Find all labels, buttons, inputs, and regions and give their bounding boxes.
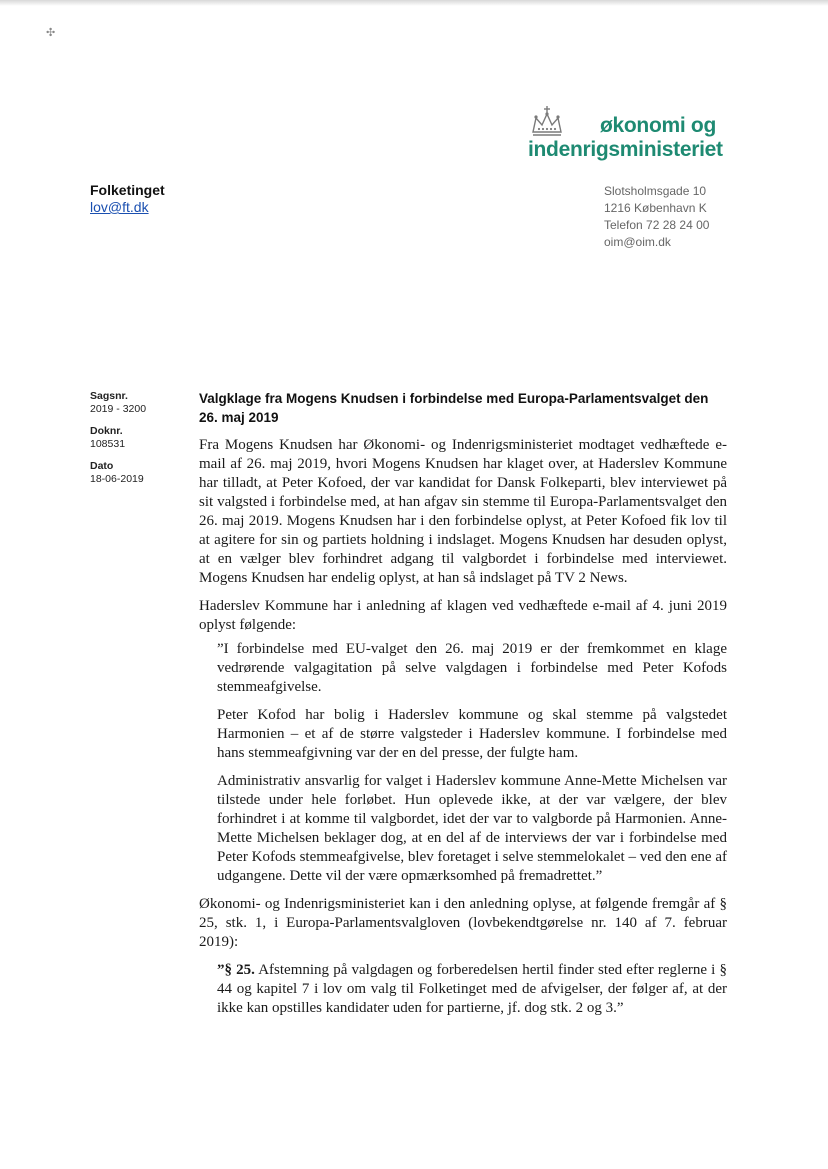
scan-mark: ✣ — [46, 26, 56, 39]
address-email: oim@oim.dk — [604, 235, 671, 249]
address-city: 1216 København K — [604, 201, 707, 215]
recipient-name: Folketinget — [90, 182, 165, 198]
recipient-email-link[interactable]: lov@ft.dk — [90, 199, 149, 215]
quote-paragraph-law — [217, 961, 727, 1018]
quote-paragraph: Peter Kofod har bolig i Haderslev kommune og skal stemme på valgstedet Harmonien – et af de større valgsteder i Haderslev kommune. I forbindelse med hans stemmeafgivning var der en del presse, der fulgte ham. — [217, 707, 727, 761]
case-metadata — [90, 390, 180, 495]
quote-paragraph: ”I forbindelse med EU-valget den 26. maj 2019 er der fremkommet en klage vedrørende valgagitation på selve valgdagen i forbindelse med Peter Kofods stemmeafgivelse. — [217, 641, 727, 695]
letter-subject: Valgklage fra Mogens Knudsen i forbindelse med Europa-Parlamentsvalget den 26. maj 2019 — [199, 391, 709, 425]
paragraph: Økonomi- og Indenrigsministeriet kan i den anledning oplyse, at følgende fremgår af § 25, stk. 1, i Europa-Parlamentsvalgloven (lovbekendtgørelse nr. 140 af 7. februar 2019): — [199, 896, 727, 950]
quote-paragraph: Administrativ ansvarlig for valget i Haderslev kommune Anne-Mette Michelsen var tilstede under hele forløbet. Hun oplevede ikke, at der var vælgere, der blev forhindret i at komme til valgbordet, idet der var to valgborde på Harmonien. Anne-Mette Michelsen beklager dog, at en del af de interviews der var i forbindelse med Peter Kofods stemmeafgivelse, blev foretaget i selve stemmelokalet – ved den ene af udgangene. Dette vil der være opmærksomhed på fremadrettet.” — [217, 773, 727, 884]
letter-body — [199, 436, 727, 1027]
scan-edge — [0, 0, 828, 6]
law-section-text: Afstemning på valgdagen og forberedelsen hertil finder sted efter reglerne i § 44 og kapitel 7 i lov om valg til Folketinget med de afvigelser, der følger af, at der ikke kan opstilles kandidater uden for partierne, jf. dog stk. 2 og 3.” — [217, 962, 728, 1016]
crown-icon — [528, 104, 566, 138]
sagsnr-label: Sagsnr. — [90, 390, 128, 402]
doknr-label: Doknr. — [90, 425, 123, 437]
logo-text-line1: økonomi og — [600, 114, 716, 137]
law-section-ref: ”§ 25. — [217, 962, 255, 978]
sagsnr-value: 2019 - 3200 — [90, 403, 147, 415]
logo-text-line2: indenrigsministeriet — [528, 138, 723, 161]
paragraph: Fra Mogens Knudsen har Økonomi- og Indenrigsministeriet modtaget vedhæftede e-mail af 26. maj 2019, hvori Mogens Knudsen har klaget over, at Haderslev Kommune har tilladt, at Peter Kofoed, der var kandidat for Dansk Folkeparti, blev interviewet på sit valgsted i forbindelse med, at han afgav sin stemme til Europa-Parlamentsvalget den 26. maj 2019. Mogens Knudsen har i den forbindelse oplyst, at Peter Kofoed fik lov til at agitere for sin og partiets holdning i indslaget. Mogens Knudsen har desuden oplyst, at en vælger blev forhindret adgang til valgbordet i forbindelse med interviewet. Mogens Knudsen har endelig oplyst, at han så indslaget på TV 2 News. — [199, 437, 727, 586]
doknr-value: 108531 — [90, 438, 126, 450]
paragraph: Haderslev Kommune har i anledning af klagen ved vedhæftede e-mail af 4. juni 2019 oplyst følgende: — [199, 598, 727, 633]
sender-address — [604, 183, 709, 251]
ministry-logo — [528, 104, 758, 164]
recipient-block — [90, 182, 165, 216]
dato-value: 18-06-2019 — [90, 473, 144, 485]
address-phone: Telefon 72 28 24 00 — [604, 218, 710, 232]
address-street: Slotsholmsgade 10 — [604, 184, 707, 198]
dato-label: Dato — [90, 460, 114, 472]
